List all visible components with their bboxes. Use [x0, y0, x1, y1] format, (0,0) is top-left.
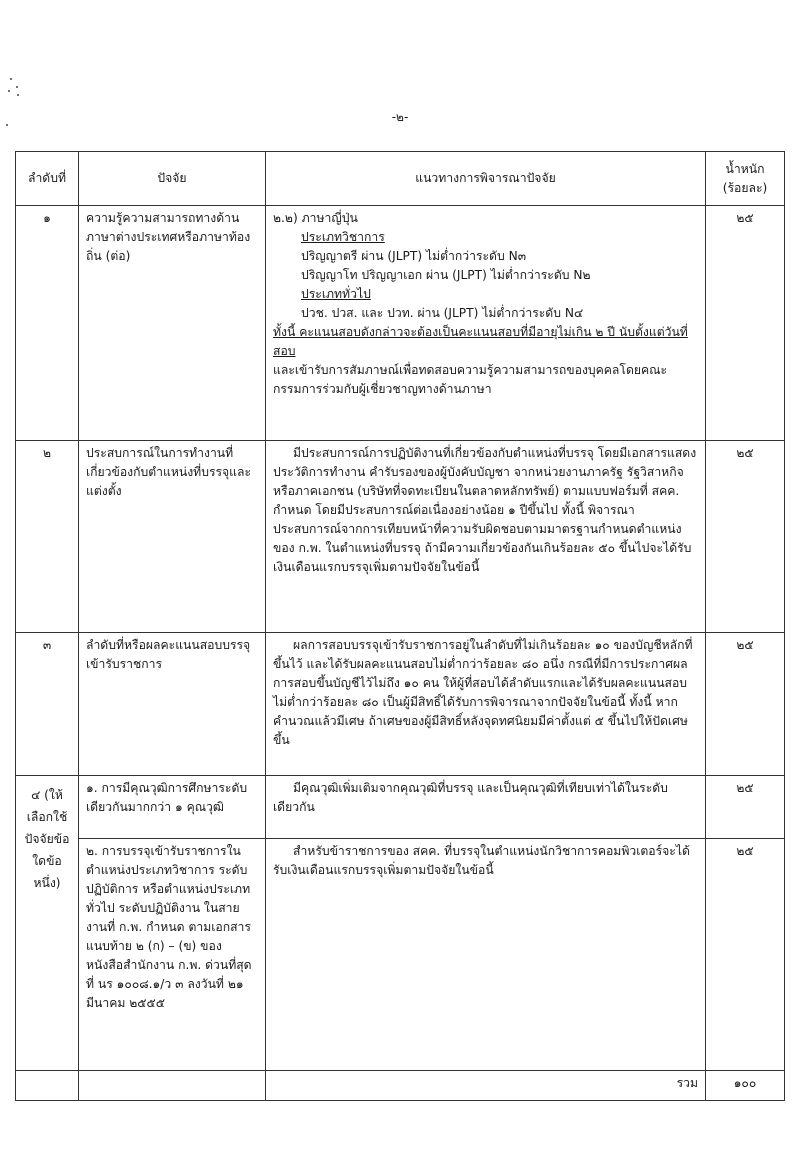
- row-order: ๒: [16, 441, 79, 633]
- row-factor: ๑. การมีคุณวุฒิการศึกษาระดับเดียวกันมากกว่า ๑ คุณวุฒิ: [79, 776, 266, 839]
- row-order: ๔ (ให้เลือกใช้ปัจจัยข้อใดข้อหนึ่ง): [16, 776, 79, 1071]
- row-guideline: [266, 839, 706, 1071]
- page-number: -๒-: [391, 110, 409, 124]
- row-weight: ๒๕: [706, 441, 785, 633]
- total-label: รวม: [266, 1071, 706, 1101]
- guideline-text: มีคุณวุฒิเพิ่มเติมจากคุณวุฒิที่บรรจุ และเป็นคุณวุฒิที่เทียบเท่าได้ในระดับเดียวกัน: [273, 781, 668, 814]
- table-row: [16, 441, 785, 633]
- total-value: ๑๐๐: [706, 1071, 785, 1101]
- interview-note: และเข้ารับการสัมภาษณ์เพื่อทดสอบความรู้ความสามารถของบุคคลโดยคณะกรรมการร่วมกับผู้เชี่ยวชาญทางด้านภาษา: [273, 363, 668, 396]
- header-weight: [706, 152, 785, 206]
- row-weight: ๒๕: [706, 776, 785, 839]
- row-factor: ลำดับที่หรือผลคะแนนสอบบรรจุเข้ารับราชการ: [79, 633, 266, 776]
- validity-note: ทั้งนี้ คะแนนสอบดังกล่าวจะต้องเป็นคะแนนสอบที่มีอายุไม่เกิน ๒ ปี นับตั้งแต่วันที่สอบ: [273, 325, 688, 358]
- weight-unit: (ร้อยละ): [722, 180, 768, 195]
- table-row: [16, 633, 785, 776]
- total-empty: [79, 1071, 266, 1101]
- total-row: [16, 1071, 785, 1101]
- guideline-heading: ๒.๒) ภาษาญี่ปุ่น: [273, 211, 358, 225]
- header-guideline: แนวทางการพิจารณาปัจจัย: [266, 152, 706, 206]
- academic-label: ประเภทวิชาการ: [301, 230, 385, 244]
- header-order: ลำดับที่: [16, 152, 79, 206]
- header-factor: ปัจจัย: [79, 152, 266, 206]
- row-guideline: [266, 633, 706, 776]
- table-row: [16, 776, 785, 839]
- general-label: ประเภททั่วไป: [301, 287, 371, 301]
- row-weight: ๒๕: [706, 206, 785, 441]
- table-row: [16, 206, 785, 441]
- criteria-table: [15, 151, 785, 1101]
- academic-line: ปริญญาโท ปริญญาเอก ผ่าน (JLPT) ไม่ต่ำกว่าระดับ N๒: [301, 268, 591, 282]
- row-guideline: [266, 776, 706, 839]
- guideline-text: มีประสบการณ์การปฏิบัติงานที่เกี่ยวข้องกับตำแหน่งที่บรรจุ โดยมีเอกสารแสดงประวัติการทำงาน คำรับรองของผู้บังคับบัญชา จากหน่วยงานภาครัฐ รัฐวิสาหกิจ หรือภาคเอกชน (บริษัทที่จดทะเบียนในตลาดหลักทรัพย์) ตามแบบฟอร์มที่ สคค. กำหนด โดยมีประสบการณ์ต่อเนื่องอย่างน้อย ๑ ปีขึ้นไป ทั้งนี้ พิจารณาประสบการณ์จากการเทียบหน้าที่ความรับผิดชอบตามมาตรฐานกำหนดตำแหน่งของ ก.พ. ในตำแหน่งที่บรรจุ ถ้ามีความเกี่ยวข้องกันเกินร้อยละ ๕๐ ขึ้นไปจะได้รับเงินเดือนแรกบรรจุเพิ่มตามปัจจัยในข้อนี้: [273, 446, 697, 574]
- weight-label: น้ำหนัก: [725, 161, 765, 176]
- row-factor: ความรู้ความสามารถทางด้านภาษาต่างประเทศหรือภาษาท้องถิ่น (ต่อ): [79, 206, 266, 441]
- table-row: [16, 839, 785, 1071]
- row-weight: ๒๕: [706, 633, 785, 776]
- general-line: ปวช. ปวส. และ ปวท. ผ่าน (JLPT) ไม่ต่ำกว่าระดับ N๔: [301, 306, 584, 320]
- academic-line: ปริญญาตรี ผ่าน (JLPT) ไม่ต่ำกว่าระดับ N๓: [301, 249, 527, 263]
- guideline-text: สำหรับข้าราชการของ สคค. ที่บรรจุในตำแหน่งนักวิชาการคอมพิวเตอร์จะได้รับเงินเดือนแรกบรรจุเพิ่มตามปัจจัยในข้อนี้: [273, 844, 690, 877]
- row-weight: ๒๕: [706, 839, 785, 1071]
- total-empty: [16, 1071, 79, 1101]
- row-factor: ประสบการณ์ในการทำงานที่เกี่ยวข้องกับตำแหน่งที่บรรจุและแต่งตั้ง: [79, 441, 266, 633]
- row-order: ๓: [16, 633, 79, 776]
- row-order: ๑: [16, 206, 79, 441]
- row-factor: ๒. การบรรจุเข้ารับราชการในตำแหน่งประเภทวิชาการ ระดับปฏิบัติการ หรือตำแหน่งประเภททั่วไป ระดับปฏิบัติงาน ในสายงานที่ ก.พ. กำหนด ตามเอกสารแนบท้าย ๒ (ก) – (ข) ของหนังสือสำนักงาน ก.พ. ด่วนที่สุด ที่ นร ๑๐๐๘.๑/ว ๓ ลงวันที่ ๒๑ มีนาคม ๒๕๕๕: [79, 839, 266, 1071]
- guideline-text: ผลการสอบบรรจุเข้ารับราชการอยู่ในลำดับที่ไม่เกินร้อยละ ๑๐ ของบัญชีหลักที่ขึ้นไว้ และได้รับผลคะแนนสอบไม่ต่ำกว่าร้อยละ ๘๐ อนึ่ง กรณีที่มีการประกาศผลการสอบขึ้นบัญชีไว้ไม่ถึง ๑๐ คน ให้ผู้ที่สอบได้ลำดับแรกและได้รับผลคะแนนสอบไม่ต่ำกว่าร้อยละ ๘๐ เป็นผู้มีสิทธิ์ได้รับการพิจารณาจากปัจจัยในข้อนี้ ทั้งนี้ หากคำนวณแล้วมีเศษ ถ้าเศษของผู้มีสิทธิ์หลังจุดทศนิยมมีค่าตั้งแต่ ๕ ขึ้นไปให้ปัดเศษขึ้น: [273, 638, 693, 747]
- header-row: [16, 152, 785, 206]
- row-guideline: [266, 206, 706, 441]
- row-guideline: [266, 441, 706, 633]
